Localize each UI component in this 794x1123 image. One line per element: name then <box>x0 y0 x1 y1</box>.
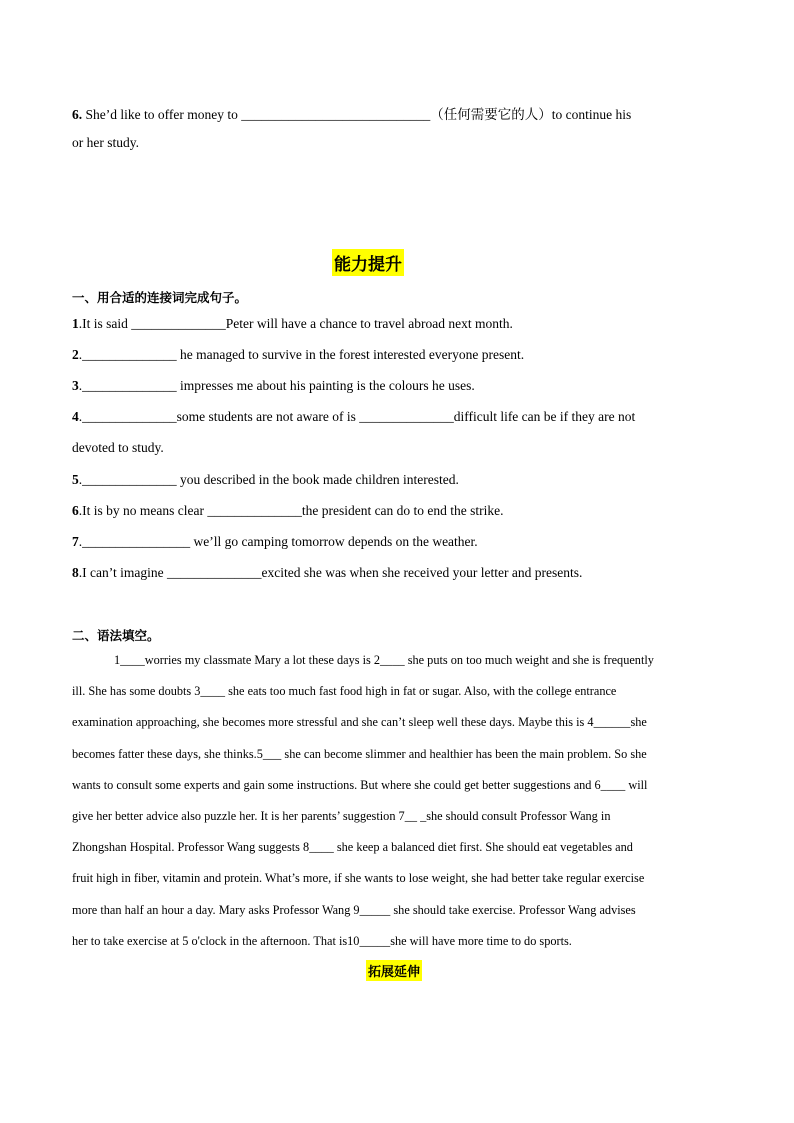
item-text: .It is by no means clear ______________the president can do to end the strike. <box>78 503 504 518</box>
passage-line: becomes fatter these days, she thinks.5___ she can become slimmer and healthier has been the main problem. So she <box>72 746 647 761</box>
item-text: .______________ impresses me about his painting is the colours he uses. <box>78 378 475 393</box>
passage-line: wants to consult some experts and gain some instructions. But where she could get better suggestions and 6____ will <box>72 777 648 792</box>
s1-item-3 <box>72 378 475 394</box>
s1-item-7 <box>72 534 478 550</box>
s1-item-6 <box>72 503 504 519</box>
item-number: 6 <box>72 503 79 518</box>
item-text: devoted to study. <box>72 440 164 455</box>
item-text: .________________ we’ll go camping tomorrow depends on the weather. <box>78 534 478 549</box>
s1-item-5 <box>72 472 459 488</box>
item-text: .______________ you described in the book made children interested. <box>78 472 459 487</box>
item-number: 3 <box>72 378 79 393</box>
item-number: 4 <box>72 409 79 424</box>
section1-title: 一、用合适的连接词完成句子。 <box>72 290 248 305</box>
s1-item-2 <box>72 347 524 363</box>
item-text: .I can’t imagine ______________excited she was when she received your letter and presents. <box>78 565 583 580</box>
grammar-passage <box>72 645 722 957</box>
passage-line: Zhongshan Hospital. Professor Wang suggests 8____ she keep a balanced diet first. She should eat vegetables and <box>72 840 633 855</box>
heading-ability-improvement: 能力提升 <box>332 249 404 276</box>
item-number: 1 <box>72 316 79 331</box>
section2-title: 二、语法填空。 <box>72 628 160 643</box>
passage-line: 1____worries my classmate Mary a lot these days is 2____ she puts on too much weight and she is frequently <box>114 653 654 667</box>
top-question-line1 <box>72 103 631 123</box>
item-number: 2 <box>72 347 79 362</box>
top-question-line2: or her study. <box>72 135 139 150</box>
passage-line: her to take exercise at 5 o'clock in the afternoon. That is10_____she will have more time to do sports. <box>72 933 572 948</box>
s1-item-4 <box>72 409 635 425</box>
item-number: 5 <box>72 472 79 487</box>
s1-item-8 <box>72 565 582 581</box>
heading-extension: 拓展延伸 <box>366 960 422 981</box>
item-text: .______________ he managed to survive in the forest interested everyone present. <box>78 347 525 362</box>
passage-line: ill. She has some doubts 3____ she eats too much fast food high in fat or sugar. Also, with the college entrance <box>72 684 617 699</box>
s1-item-1 <box>72 316 513 332</box>
passage-line: give her better advice also puzzle her. It is her parents’ suggestion 7__ _she should consult Professor Wang in <box>72 809 611 824</box>
top-question-text: She’d like to offer money to ____________________________（任何需要它的人）to continue his <box>85 107 632 122</box>
s1-item-4-cont <box>72 440 164 456</box>
passage-line: examination approaching, she becomes more stressful and she can’t sleep well these days. Maybe this is 4______she <box>72 715 647 730</box>
item-number: 8 <box>72 565 79 580</box>
passage-line: more than half an hour a day. Mary asks Professor Wang 9_____ she should take exercise. Professor Wang advises <box>72 902 636 917</box>
passage-line: fruit high in fiber, vitamin and protein. What’s more, if she wants to lose weight, she had better take regular exercise <box>72 871 645 886</box>
top-question-number: 6. <box>72 107 83 122</box>
item-text: .______________some students are not aware of is ______________difficult life can be if they are not <box>78 409 636 424</box>
item-number: 7 <box>72 534 79 549</box>
item-text: .It is said ______________Peter will have a chance to travel abroad next month. <box>78 316 513 331</box>
